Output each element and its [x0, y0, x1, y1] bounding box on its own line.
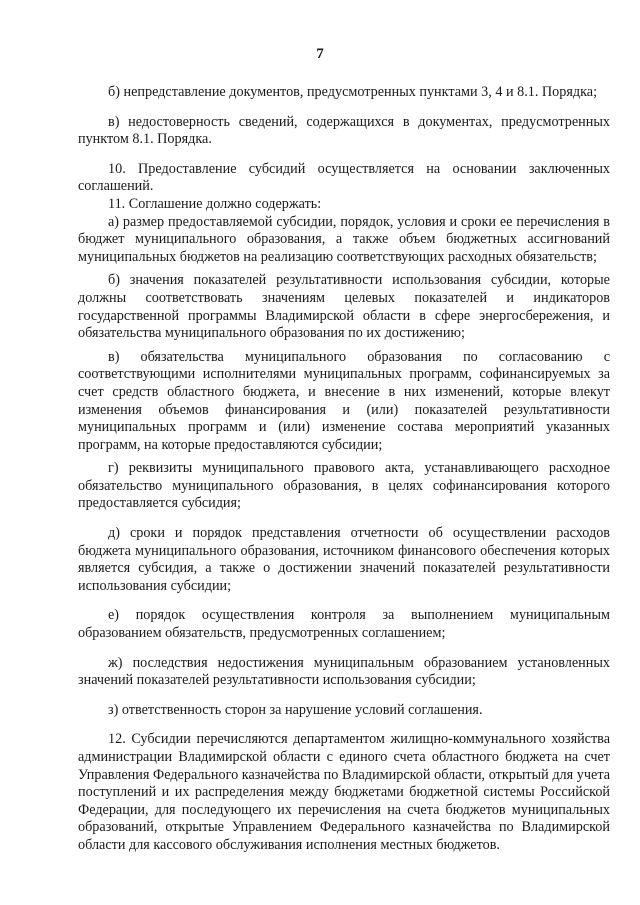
paragraph-d-reporting: д) сроки и порядок представления отчетности об осуществлении расходов бюджета муниципального образования, источником финансового обеспечения которых является субсидия, а также о достижении значений показателей результативности использования субсидии;: [78, 525, 610, 594]
paragraph-a-subsidy-size: а) размер предоставляемой субсидии, порядок, условия и сроки ее перечисления в бюджет муниципального образования, а также объем бюджетных ассигнований муниципальных бюджетов на реализацию соответствующих расходных обязательств;: [78, 213, 610, 265]
paragraph-v-unreliable-info: в) недостоверность сведений, содержащихся в документах, предусмотренных пунктом 8.1. Порядка.: [78, 113, 610, 148]
page-number: 7: [316, 46, 324, 62]
paragraph-e-control: е) порядок осуществления контроля за выполнением муниципальным образованием обязательств, предусмотренных соглашением;: [78, 607, 610, 642]
paragraph-zh-consequences: ж) последствия недостижения муниципальным образованием установленных значений показателей результативности использования субсидии;: [78, 654, 610, 689]
paragraph-10-provision: 10. Предоставление субсидий осуществляется на основании заключенных соглашений.: [78, 160, 610, 195]
paragraph-g-legal-act-details: г) реквизиты муниципального правового акта, устанавливающего расходное обязательство муниципального образования, в целях софинансирования которого предоставляется субсидия;: [78, 460, 610, 512]
paragraph-b-nonsubmission: б) непредставление документов, предусмотренных пунктами 3, 4 и 8.1. Порядка;: [108, 84, 598, 100]
paragraph-12-transfer: 12. Субсидии перечисляются департаментом жилищно-коммунального хозяйства администрации Владимирской области с единого счета областного бюджета на счет Управления Федерального казначейства по Владимирской области, открытый для учета поступлений и их распределения между бюджетами бюджетной системы Российской Федерации, для последующего их перечисления на счета бюджетов муниципальных образований, открытые Управлением Федерального казначейства по Владимирской области для кассового обслуживания исполнения местных бюджетов.: [78, 731, 610, 853]
paragraph-b-performance-indicators: б) значения показателей результативности использования субсидии, которые должны соответствовать значениям целевых показателей и индикаторов государственной программы Владимирской области в сфере энергосбережения, и обязательства муниципального образования по их достижению;: [78, 272, 610, 342]
paragraph-11-agreement-contents: 11. Соглашение должно содержать:: [108, 195, 322, 212]
paragraph-v-obligations: в) обязательства муниципального образования по согласованию с соответствующими исполнителями муниципальных программ, софинансируемых за счет средств областного бюджета, и внесение в них изменений, которые влекут изменения объемов финансирования и (или) показателей результативности муниципальных программ и (или) изменение состава мероприятий указанных программ, на которые предоставляются субсидии;: [78, 348, 610, 453]
document-body: [78, 84, 610, 855]
paragraph-z-responsibility: з) ответственность сторон за нарушение условий соглашения.: [108, 701, 483, 718]
